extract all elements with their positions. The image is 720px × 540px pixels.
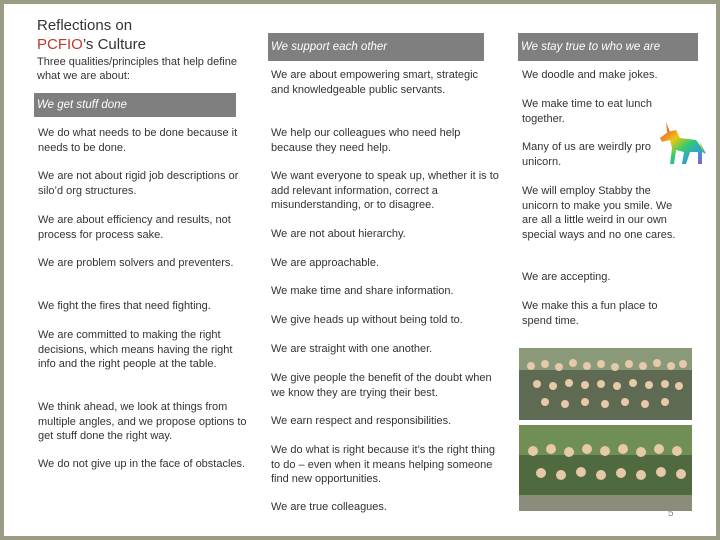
intro-text: Three qualities/principles that help define what we are about: (37, 56, 237, 82)
slide-title (37, 16, 237, 54)
list-item: We are not about rigid job descriptions or silo’d org structures. (38, 170, 239, 197)
list-item: We do what is right because it’s the right thing to do – even when it means helping someone find new opportunities. (271, 444, 495, 485)
page-number: 5 (668, 508, 674, 519)
list-item: We give heads up without being told to. (271, 314, 463, 326)
list-item: We want everyone to speak up, whether it is to add relevant information, correct a misunderstanding, or to disagree. (271, 170, 499, 211)
list-item: We make time and share information. (271, 285, 454, 297)
list-item: We do not give up in the face of obstacles. (38, 458, 246, 470)
title-line2 (37, 35, 237, 54)
list-item: We will employ Stabby the unicorn to make you smile. We are all a little weird in our own special ways and no one cares. (522, 185, 676, 241)
list-item: We are problem solvers and preventers. (38, 257, 234, 269)
list-item: We are accepting. (522, 271, 611, 283)
list-item: We do what needs to be done because it needs to be done. (38, 127, 238, 154)
unicorn-icon (656, 120, 708, 172)
column3-heading: We stay true to who we are (518, 33, 698, 61)
list-item: We are true colleagues. (271, 501, 387, 513)
list-item: We fight the fires that need fighting. (38, 300, 211, 312)
list-item: We make this a fun place to spend time. (522, 300, 658, 327)
list-item: We make time to eat lunch together. (522, 98, 653, 125)
list-item: We think ahead, we look at things from multiple angles, and we propose options to get stuff done the right way. (38, 401, 247, 442)
column1-heading: We get stuff done (34, 93, 236, 117)
column2-heading: We support each other (268, 33, 484, 61)
list-item: We help our colleagues who need help because they need help. (271, 127, 461, 154)
list-item: We are approachable. (271, 257, 380, 269)
list-item: We earn respect and responsibilities. (271, 415, 452, 427)
title-brand: PCFIO (37, 36, 83, 53)
list-item: We are not about hierarchy. (271, 228, 406, 240)
title-rest: ’s Culture (82, 36, 146, 53)
list-item: We are committed to making the right decisions, which means having the right info and the right people at the table. (38, 329, 233, 370)
list-item: Many of us are weirdly pro unicorn. (522, 141, 651, 168)
list-item: We are about empowering smart, strategic and knowledgeable public servants. (271, 69, 479, 96)
list-item: We are straight with one another. (271, 343, 433, 355)
list-item: We are about efficiency and results, not process for process sake. (38, 214, 231, 241)
title-line1: Reflections on (37, 17, 133, 34)
list-item: We doodle and make jokes. (522, 69, 658, 81)
list-item: We give people the benefit of the doubt when we know they are trying their best. (271, 372, 492, 399)
team-photo-2 (519, 425, 692, 511)
team-photo-1 (519, 348, 692, 420)
